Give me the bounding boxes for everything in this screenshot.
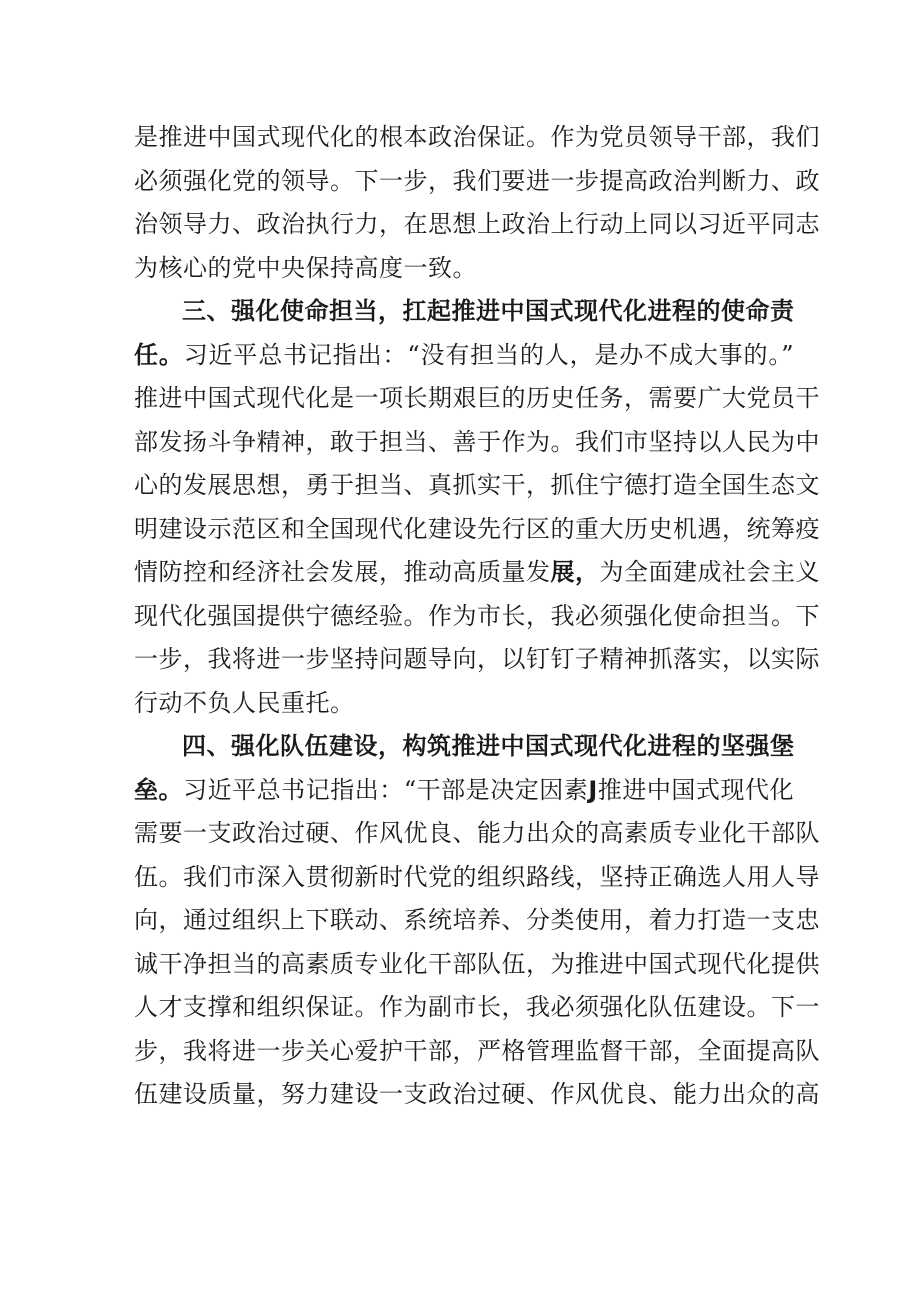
text-line: 必须强化党的领导。下一步，我们要进一步提高政治判断力、政 bbox=[134, 166, 820, 195]
text-line bbox=[134, 769, 794, 813]
text-line: 为核心的党中央保持高度一致。 bbox=[134, 253, 477, 282]
text-segment: 为全面建成社会主义 bbox=[599, 558, 820, 586]
text-line: 行动不负人民重托。 bbox=[134, 688, 355, 717]
text-line: 人才支撑和组织保证。作为副市长，我必须强化队伍建设。下一 bbox=[134, 993, 820, 1021]
bold-segment: J bbox=[588, 775, 598, 804]
text-line bbox=[134, 334, 794, 378]
text-line: 伍。我们市深入贯彻新时代党的组织路线，坚持正确选人用人导 bbox=[134, 862, 820, 891]
text-line: 一步，我将进一步坚持问题导向，以钉钉子精神抓落实，以实际 bbox=[134, 645, 820, 673]
paragraph-intro bbox=[134, 116, 820, 290]
document-page bbox=[134, 116, 820, 1117]
text-line: 诚干净担当的高素质专业化干部队伍，为推进中国式现代化提供 bbox=[134, 949, 820, 978]
text-line: 明建设示范区和全国现代化建设先行区的重大历史机遇，统筹疫 bbox=[134, 514, 820, 543]
text-line: 步，我将进一步关心爱护干部，严格管理监督干部，全面提高队 bbox=[134, 1036, 820, 1065]
text-line: 治领导力、政治执行力，在思想上政治上行动上同以习近平同志 bbox=[134, 210, 820, 238]
text-line: 推进中国式现代化是一项长期艰巨的历史任务，需要广大党员干 bbox=[134, 384, 820, 412]
text-line: 伍建设质量，努力建设一支政治过硬、作风优良、能力出众的高 bbox=[134, 1080, 820, 1108]
section-3 bbox=[134, 290, 820, 725]
quote-text: 习近平总书记指出：“没有担当的人，是办不成大事的。” bbox=[183, 340, 794, 369]
text-segment: 推进中国式现代化 bbox=[597, 775, 794, 804]
text-line: 部发扬斗争精神，敢于担当、善于作为。我们市坚持以人民为中 bbox=[134, 427, 820, 456]
text-line: 现代化强国提供宁德经验。作为市长，我必须强化使命担当。下 bbox=[134, 601, 820, 630]
section-3-heading: 三、强化使命担当，扛起推进中国式现代化进程的使命责 bbox=[182, 297, 794, 325]
text-segment: 情防控和经济社会发展，推动高质量发 bbox=[134, 558, 551, 586]
text-line: 是推进中国式现代化的根本政治保证。作为党员领导干部，我们 bbox=[134, 123, 820, 151]
section-4-heading-end: 垒。 bbox=[134, 775, 184, 804]
section-4-heading: 四、强化队伍建设，构筑推进中国式现代化进程的坚强堡 bbox=[182, 732, 794, 760]
text-line: 向，通过组织上下联动、系统培养、分类使用，着力打造一支忠 bbox=[134, 906, 820, 934]
text-line: 需要一支政治过硬、作风优良、能力出众的高素质专业化干部队 bbox=[134, 819, 820, 847]
section-3-heading-end: 任。 bbox=[134, 340, 184, 369]
quote-text: 习近平总书记指出：“干部是决定因素 bbox=[183, 775, 589, 804]
text-line bbox=[134, 551, 820, 595]
bold-segment: 展， bbox=[550, 558, 600, 586]
section-4 bbox=[134, 725, 820, 1117]
text-line: 心的发展思想，勇于担当、真抓实干，抓住宁德打造全国生态文 bbox=[134, 471, 820, 499]
